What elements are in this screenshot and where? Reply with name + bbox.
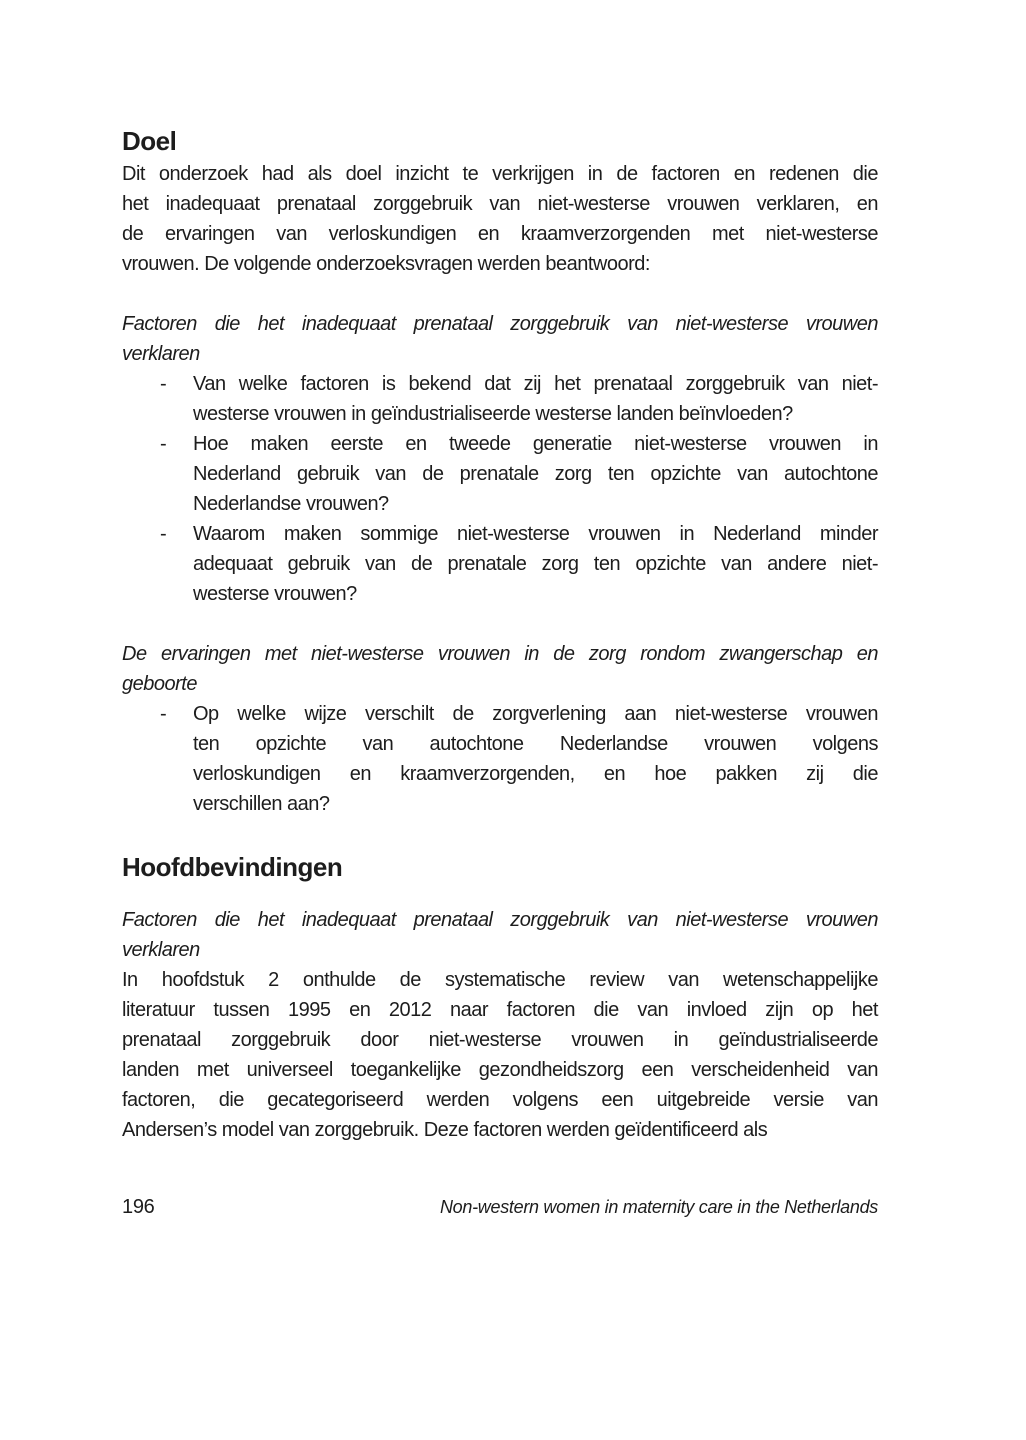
- dash-bullet: -: [160, 523, 167, 545]
- list-item: [122, 429, 878, 519]
- text-line: verloskundigen en kraamverzorgenden, en hoe pakken zij die: [193, 763, 878, 785]
- page-content: [122, 0, 878, 1145]
- text-line: geboorte: [122, 673, 197, 695]
- text-line: Andersen’s model van zorggebruik. Deze factoren werden geïdentificeerd als: [122, 1119, 768, 1141]
- list-item: [122, 699, 878, 819]
- page-number: 196: [122, 1196, 155, 1218]
- section-heading-hoofdbevindingen: Hoofdbevindingen: [122, 852, 343, 882]
- text-line: westerse vrouwen?: [193, 583, 357, 605]
- subheading-factoren-verklaren-2: [122, 905, 878, 965]
- dash-bullet: -: [160, 373, 167, 395]
- text-line: factoren, die gecategoriseerd werden volgens een uitgebreide versie van: [122, 1089, 878, 1111]
- text-line: Nederland gebruik van de prenatale zorg ten opzichte van autochtone: [193, 463, 878, 485]
- text-line: verschillen aan?: [193, 793, 330, 815]
- paragraph-doel: [122, 159, 878, 279]
- text-line: verklaren: [122, 343, 200, 365]
- text-line: het inadequaat prenataal zorggebruik van niet-westerse vrouwen verklaren, en: [122, 193, 878, 215]
- text-line: prenataal zorggebruik door niet-westerse vrouwen in geïndustrialiseerde: [122, 1029, 878, 1051]
- list-item: [122, 519, 878, 609]
- text-line: Nederlandse vrouwen?: [193, 493, 389, 515]
- text-line: Op welke wijze verschilt de zorgverlening aan niet-westerse vrouwen: [193, 703, 878, 725]
- text-line: vrouwen. De volgende onderzoeksvragen werden beantwoord:: [122, 253, 650, 275]
- subheading-ervaringen: [122, 639, 878, 699]
- list-item: [122, 369, 878, 429]
- text-line: Dit onderzoek had als doel inzicht te verkrijgen in de factoren en redenen die: [122, 163, 878, 185]
- text-line: ten opzichte van autochtone Nederlandse vrouwen volgens: [193, 733, 878, 755]
- text-line: Factoren die het inadequaat prenataal zorggebruik van niet-westerse vrouwen: [122, 909, 878, 931]
- text-line: literatuur tussen 1995 en 2012 naar factoren die van invloed zijn op het: [122, 999, 878, 1021]
- text-line: Hoe maken eerste en tweede generatie niet-westerse vrouwen in: [193, 433, 878, 455]
- text-line: adequaat gebruik van de prenatale zorg ten opzichte van andere niet-: [193, 553, 878, 575]
- text-line: Waarom maken sommige niet-westerse vrouwen in Nederland minder: [193, 523, 878, 545]
- running-title: Non-western women in maternity care in the Netherlands: [439, 1197, 878, 1217]
- subheading-factoren-verklaren: [122, 309, 878, 369]
- research-question-list-2: [122, 699, 878, 819]
- paragraph-hoofdbevindingen: [122, 965, 878, 1145]
- text-line: De ervaringen met niet-westerse vrouwen in de zorg rondom zwangerschap en: [122, 643, 878, 665]
- section-heading-doel: Doel: [122, 126, 177, 156]
- text-line: westerse vrouwen in geïndustrialiseerde westerse landen beïnvloeden?: [193, 403, 793, 425]
- text-line: Van welke factoren is bekend dat zij het prenataal zorggebruik van niet-: [193, 373, 878, 395]
- page-footer: [122, 1196, 878, 1219]
- dash-bullet: -: [160, 703, 167, 725]
- text-line: In hoofdstuk 2 onthulde de systematische review van wetenschappelijke: [122, 969, 878, 991]
- text-line: Factoren die het inadequaat prenataal zorggebruik van niet-westerse vrouwen: [122, 313, 878, 335]
- text-line: landen met universeel toegankelijke gezondheidszorg een verscheidenheid van: [122, 1059, 878, 1081]
- text-line: de ervaringen van verloskundigen en kraamverzorgenden met niet-westerse: [122, 223, 878, 245]
- dash-bullet: -: [160, 433, 167, 455]
- research-question-list-1: [122, 369, 878, 609]
- text-line: verklaren: [122, 939, 200, 961]
